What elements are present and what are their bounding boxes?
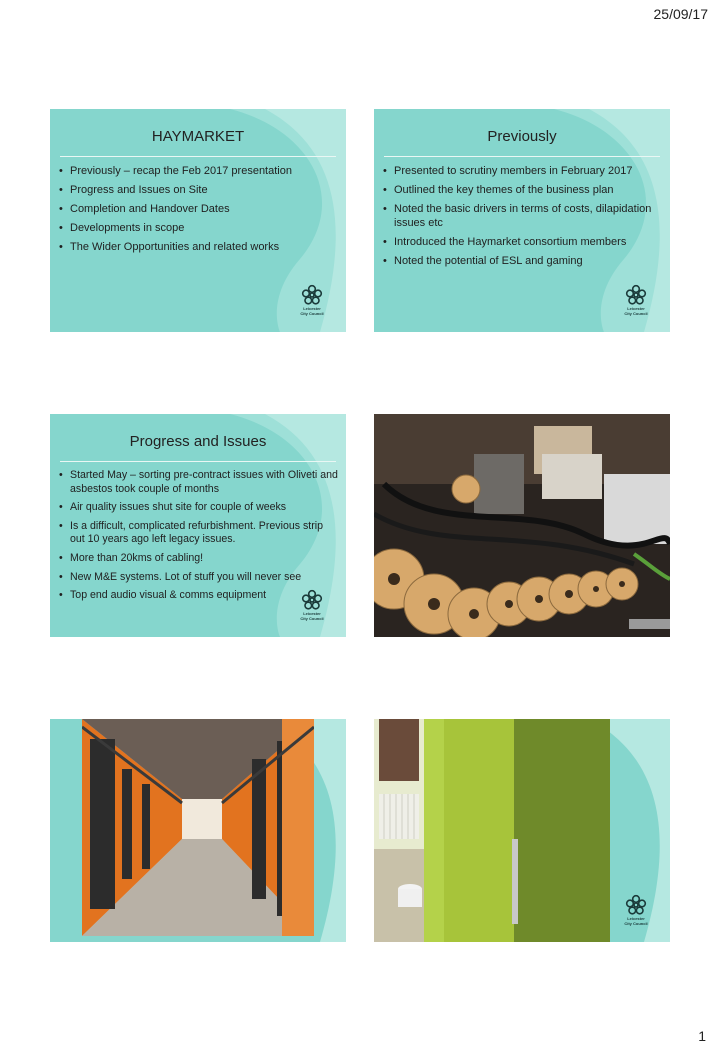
logo-line2: City Council	[624, 311, 648, 316]
flower-icon	[301, 589, 323, 611]
council-logo	[298, 589, 326, 627]
slide-photo-green-room	[374, 719, 670, 942]
bullet-item: • Noted the potential of ESL and gaming	[383, 254, 662, 268]
council-logo	[622, 284, 650, 322]
bullet-item: • Outlined the key themes of the business plan	[383, 183, 662, 197]
corridor-photo	[82, 719, 314, 936]
bullet-item: • New M&E systems. Lot of stuff you will never see	[59, 571, 338, 585]
bullet-item: • Air quality issues shut site for couple of weeks	[59, 501, 338, 515]
logo-line1: Leicester	[627, 916, 645, 921]
flower-icon	[625, 894, 647, 916]
bullet-list	[59, 469, 338, 608]
bullet-item: • Introduced the Haymarket consortium members	[383, 235, 662, 249]
page-number: 1	[698, 1028, 706, 1044]
bullet-item: • Progress and Issues on Site	[59, 183, 338, 197]
bullet-item: • More than 20kms of cabling!	[59, 552, 338, 566]
bullet-item: • Noted the basic drivers in terms of costs, dilapidation issues etc	[383, 202, 662, 230]
logo-line2: City Council	[300, 311, 324, 316]
logo-line1: Leicester	[303, 306, 321, 311]
bullet-list	[59, 164, 338, 259]
flower-icon	[625, 284, 647, 306]
bullet-item: • Presented to scrutiny members in February 2017	[383, 164, 662, 178]
bullet-item: • Developments in scope	[59, 221, 338, 235]
bullet-item: • The Wider Opportunities and related works	[59, 240, 338, 254]
page-date: 25/09/17	[653, 6, 708, 22]
logo-line1: Leicester	[627, 306, 645, 311]
council-logo	[622, 894, 650, 932]
bullet-item: • Top end audio visual & comms equipment	[59, 589, 338, 603]
bullet-list	[383, 164, 662, 273]
logo-line1: Leicester	[303, 611, 321, 616]
title-divider	[60, 461, 336, 462]
slide-title: Previously	[487, 128, 557, 145]
slide-photo-corridor	[50, 719, 346, 942]
bullet-item: • Started May – sorting pre-contract issues with Oliveti and asbestos took couple of months	[59, 469, 338, 496]
title-divider	[384, 156, 660, 157]
bullet-item: • Is a difficult, complicated refurbishment. Previous strip out 10 years ago left legacy issues.	[59, 520, 338, 547]
slide-progress-and-issues	[50, 414, 346, 637]
title-divider	[60, 156, 336, 157]
cable-drums-photo	[374, 414, 670, 637]
bullet-item: • Previously – recap the Feb 2017 presentation	[59, 164, 338, 178]
logo-line2: City Council	[300, 616, 324, 621]
slide-title: Progress and Issues	[129, 433, 267, 450]
bullet-item: • Completion and Handover Dates	[59, 202, 338, 216]
slide-photo-cable-drums	[374, 414, 670, 637]
council-logo	[298, 284, 326, 322]
green-room-photo	[374, 719, 610, 942]
slide-previously	[374, 109, 670, 332]
slide-haymarket	[50, 109, 346, 332]
flower-icon	[301, 284, 323, 306]
logo-line2: City Council	[624, 921, 648, 926]
slide-title: HAYMARKET	[151, 128, 245, 145]
